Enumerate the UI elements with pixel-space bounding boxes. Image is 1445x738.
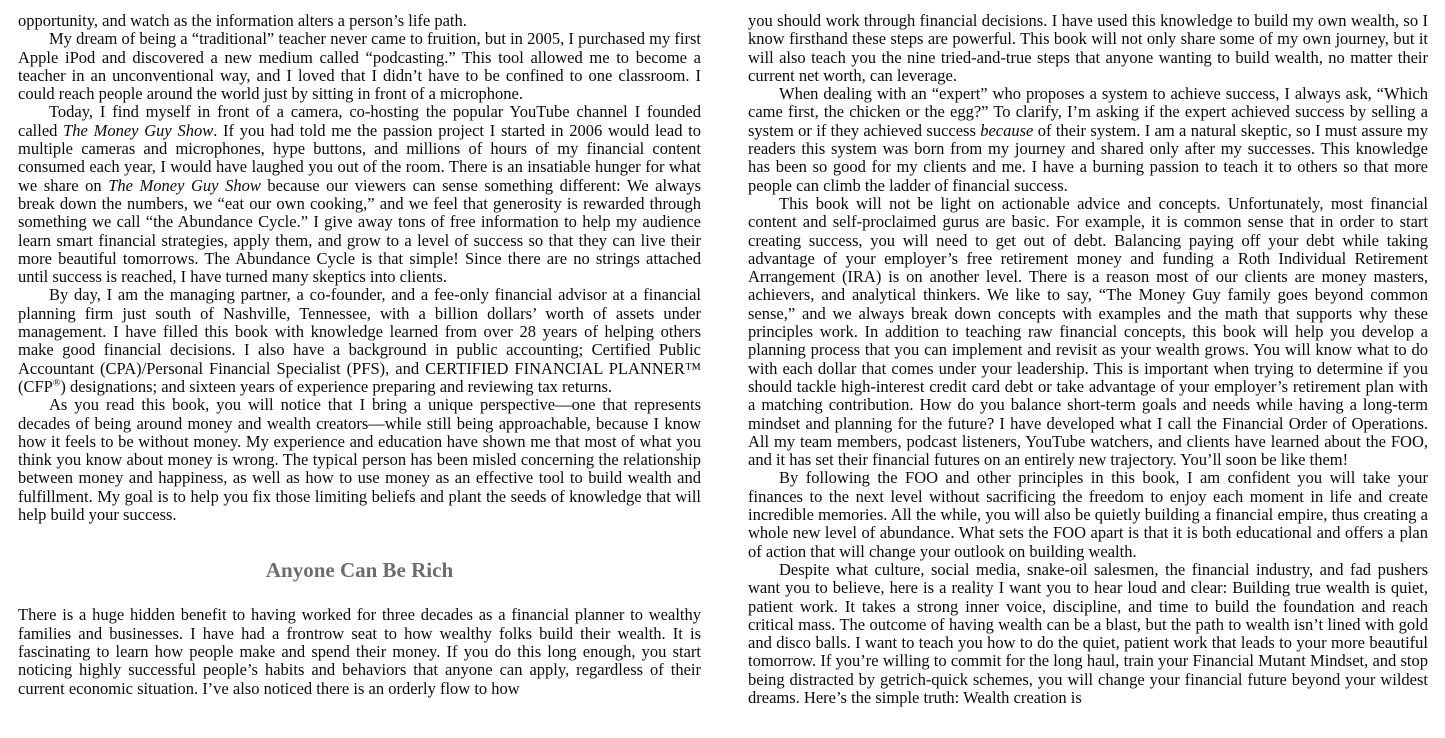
text-segment: When dealing with an “expert” who proposes a system to achieve success, I always ask, “Which came first, the chicken or the egg?” To clarify, I’m asking if the expert achieved success by selling a system or if they achieved success	[748, 84, 1428, 140]
paragraph	[748, 85, 1428, 195]
text-segment: My dream of being a “traditional” teacher never came to fruition, but in 2005, I purchased my first Apple iPod and discovered a new medium called “podcasting.” This tool allowed me to become a teacher in an unconventional way, and I loved that I didn’t have to be confined to one classroom. I could reach people around the world just by sitting in front of a microphone.	[18, 29, 701, 104]
section-heading: Anyone Can Be Rich	[265, 558, 454, 583]
paragraph	[18, 103, 701, 286]
text-segment: Despite what culture, social media, snake-oil salesmen, the financial industry, and fad pushers want you to believe, here is a reality I want you to hear loud and clear: Building true wealth is quiet, patient work. It takes a strong inner voice, discipline, and time to build the foundation and reach critical mass. The outcome of having wealth can be a blast, but the path to wealth isn’t lined with gold and disco balls. I want to teach you how to do the quiet, patient work that leads to your more beautiful tomorrow. If you’re willing to commit for the long haul, train your Financial Mutant Mindset, and stop being distracted by getrich-quick schemes, you will change your financial future beyond your wildest dreams. Here’s the simple truth: Wealth creation is	[748, 559, 1428, 707]
text-segment: . If you had told me the passion project I started in 2006 would lead to multiple cameras and microphones, hype buttons, and millions of hours of my financial content consumed each year, I would have laughed you out of the room. There is an insatiable hunger for what we share on	[18, 120, 702, 195]
text-segment: opportunity, and watch as the information alters a person’s life path.	[18, 11, 467, 30]
paragraph	[18, 286, 701, 396]
page-left	[18, 12, 701, 707]
text-segment: This book will not be light on actionable advice and concepts. Unfortunately, most financial content and self-proclaimed gurus are basic. For example, it is common sense that in order to start creating success, you will need to get out of debt. Balancing paying off your debt while taking advantage of your employer’s free retirement money and funding a Roth Individual Retirement Arrangement (IRA) is on another level. There is a reason most of our clients are money masters, achievers, and analytical thinkers. We like to say, “The Money Guy family goes beyond common sense,” and we always break down concepts with examples and the math that supports why these principles work. In addition to teaching raw financial concepts, this book will help you develop a planning process that you can implement and revisit as your wealth grows. You will know what to do with each dollar that comes under your leadership. This is important when trying to determine if you should tackle high-interest credit card debt or take advantage of your employer’s retirement plan with a matching contribution. How do you balance short-term goals and needs while having a long-term mindset and planning for the future? I have developed what I call the Financial Order of Operations. All my team members, podcast listeners, YouTube watchers, and clients have learned about the FOO, and it has set their financial futures on an entirely new trajectory. You’ll soon be like them!	[748, 193, 1428, 470]
text-segment: because our viewers can sense something different: We always break down the numbers, we “eat our own cooking,” and we feel that generosity is rewarded through something we call “the Abundance Cycle.” I give away tons of free information to help my audience learn smart financial strategies, apply them, and grow to a level of success so that they can live their more beautiful tomorrows. The Abundance Cycle is that simple! Since there are no strings attached until success is reached, I have turned many skeptics into clients.	[18, 175, 701, 287]
paragraph	[748, 195, 1428, 469]
text-segment: By day, I am the managing partner, a co-founder, and a fee-only financial advisor at a financial planning firm just south of Nashville, Tennessee, with a billion dollars’ worth of assets under management. I have filled this book with knowledge learned from over 28 years of helping others make good financial decisions. I also have a background in public accounting; Certified Public Accountant (CPA)/Personal Financial Specialist (PFS), and CERTIFIED FINANCIAL PLANNER™ (CFP	[18, 285, 701, 396]
text-segment: Today, I find myself in front of a camera, co-hosting the popular YouTube channel I founded called	[18, 102, 701, 140]
text-segment: ) designations; and sixteen years of experience preparing and reviewing tax returns.	[60, 376, 613, 396]
superscript-text: ®	[52, 377, 61, 389]
text-segment: of their system. I am a natural skeptic, so I must assure my readers this system was born from my journey and shared only after my successes. This knowledge has been so good for my clients and me. I have a burning passion to teach it to others so that more people can climb the ladder of financial success.	[748, 120, 1428, 195]
italic-text: because	[980, 120, 1034, 140]
paragraph	[748, 561, 1428, 707]
italic-text: The Money Guy Show	[63, 120, 214, 140]
page-right	[748, 12, 1428, 707]
text-segment: By following the FOO and other principles in this book, I am confident you will take your finances to the next level without sacrificing the freedom to enjoy each moment in life and create incredible memories. All the while, you will also be quietly building a financial empire, thus creating a whole new level of abundance. What sets the FOO apart is that it is both educational and offers a plan of action that will change your outlook on building wealth.	[748, 468, 1428, 561]
paragraph	[18, 30, 701, 103]
paragraph	[748, 469, 1428, 560]
text-segment: There is a huge hidden benefit to having worked for three decades as a financial planner to wealthy families and businesses. I have had a frontrow seat to how wealthy folks build their wealth. It is fascinating to learn how people make and spend their money. If you do this long enough, you start noticing highly successful people’s habits and behaviors that anyone can apply, regardless of their current economic situation. I’ve also noticed there is an orderly flow to how	[18, 605, 701, 698]
italic-text: The Money Guy Show	[108, 175, 261, 195]
paragraph	[748, 12, 1428, 85]
paragraph	[18, 606, 701, 697]
paragraph	[18, 396, 701, 524]
paragraph	[18, 12, 701, 30]
text-segment: As you read this book, you will notice that I bring a unique perspective—one that represents decades of being around money and wealth creators—while still being approachable, because I know how it feels to be without money. My experience and education have shown me that most of what you think you know about money is wrong. The typical person has been misled concerning the relationship between money and happiness, as well as how to use money as an effective tool to build wealth and fulfillment. My goal is to help you fix those limiting beliefs and plant the seeds of knowledge that will help build your success.	[18, 395, 701, 525]
text-segment: you should work through financial decisions. I have used this knowledge to build my own wealth, so I know firsthand these steps are powerful. This book will not only share some of my own journey, but it will also teach you the nine tried-and-true steps that anyone wanting to build wealth, no matter their current net worth, can leverage.	[748, 11, 1428, 85]
